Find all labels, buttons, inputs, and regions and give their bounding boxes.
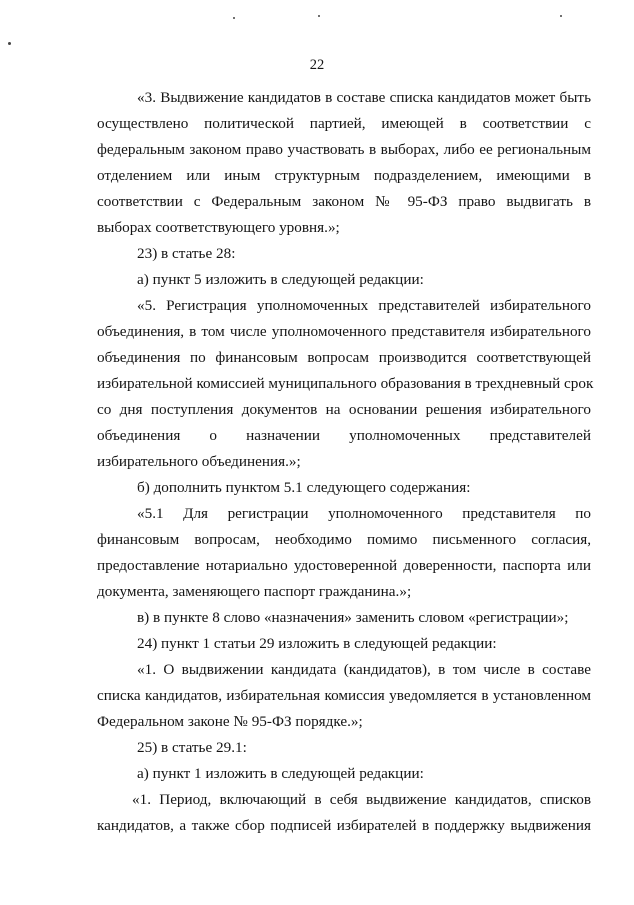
text-line: документа, заменяющего паспорт гражданина.»; — [97, 583, 412, 600]
text-line: списка кандидатов, избирательная комиссия уведомляется в установленном — [97, 687, 591, 704]
text-line: «5. Регистрация уполномоченных представителей избирательного — [137, 297, 591, 314]
text-line: финансовым вопросам, необходимо помимо письменного согласия, — [97, 531, 591, 548]
text-line: 25) в статье 29.1: — [137, 739, 247, 756]
text-line: избирательной комиссией муниципального образования в трехдневный срок — [97, 375, 594, 392]
page-number: 22 — [309, 57, 325, 73]
text-line: «5.1 Для регистрации уполномоченного представителя по — [137, 505, 591, 522]
text-line: федеральным законом право участвовать в выборах, либо ее региональным — [97, 141, 591, 158]
text-line: а) пункт 1 изложить в следующей редакции: — [137, 765, 424, 782]
text-line: соответствии с Федеральным законом № 95-ФЗ право выдвигать в — [97, 193, 591, 210]
text-line: «1. О выдвижении кандидата (кандидатов), в том числе в составе — [137, 661, 591, 678]
scan-speck — [8, 42, 11, 45]
text-line: избирательного объединения.»; — [97, 453, 301, 470]
text-line: 23) в статье 28: — [137, 245, 236, 262]
text-line: отделением или иным структурным подразделением, имеющими в — [97, 167, 591, 184]
text-line: объединения, в том числе уполномоченного представителя избирательного — [97, 323, 591, 340]
text-line: а) пункт 5 изложить в следующей редакции: — [137, 271, 424, 288]
text-line: выборах соответствующего уровня.»; — [97, 219, 340, 236]
text-line: б) дополнить пунктом 5.1 следующего содержания: — [137, 479, 471, 496]
text-line: в) в пункте 8 слово «назначения» заменить словом «регистрации»; — [137, 609, 569, 626]
text-line: Федеральном законе № 95-ФЗ порядке.»; — [97, 713, 363, 730]
text-line: 24) пункт 1 статьи 29 изложить в следующей редакции: — [137, 635, 497, 652]
scan-speck — [560, 15, 562, 17]
scan-speck — [318, 15, 320, 17]
text-line: «3. Выдвижение кандидатов в составе списка кандидатов может быть — [137, 89, 591, 106]
text-line: объединения о назначении уполномоченных представителей — [97, 427, 591, 444]
text-line: кандидатов, а также сбор подписей избирателей в поддержку выдвижения — [97, 817, 591, 834]
text-line: «1. Период, включающий в себя выдвижение кандидатов, списков — [132, 791, 591, 808]
text-line: осуществлено политической партией, имеющей в соответствии с — [97, 115, 591, 132]
text-line: предоставление нотариально удостоверенной доверенности, паспорта или — [97, 557, 591, 574]
scan-speck — [233, 17, 235, 19]
text-line: со дня поступления документов на основании решения избирательного — [97, 401, 591, 418]
text-line: объединения по финансовым вопросам производится соответствующей — [97, 349, 591, 366]
